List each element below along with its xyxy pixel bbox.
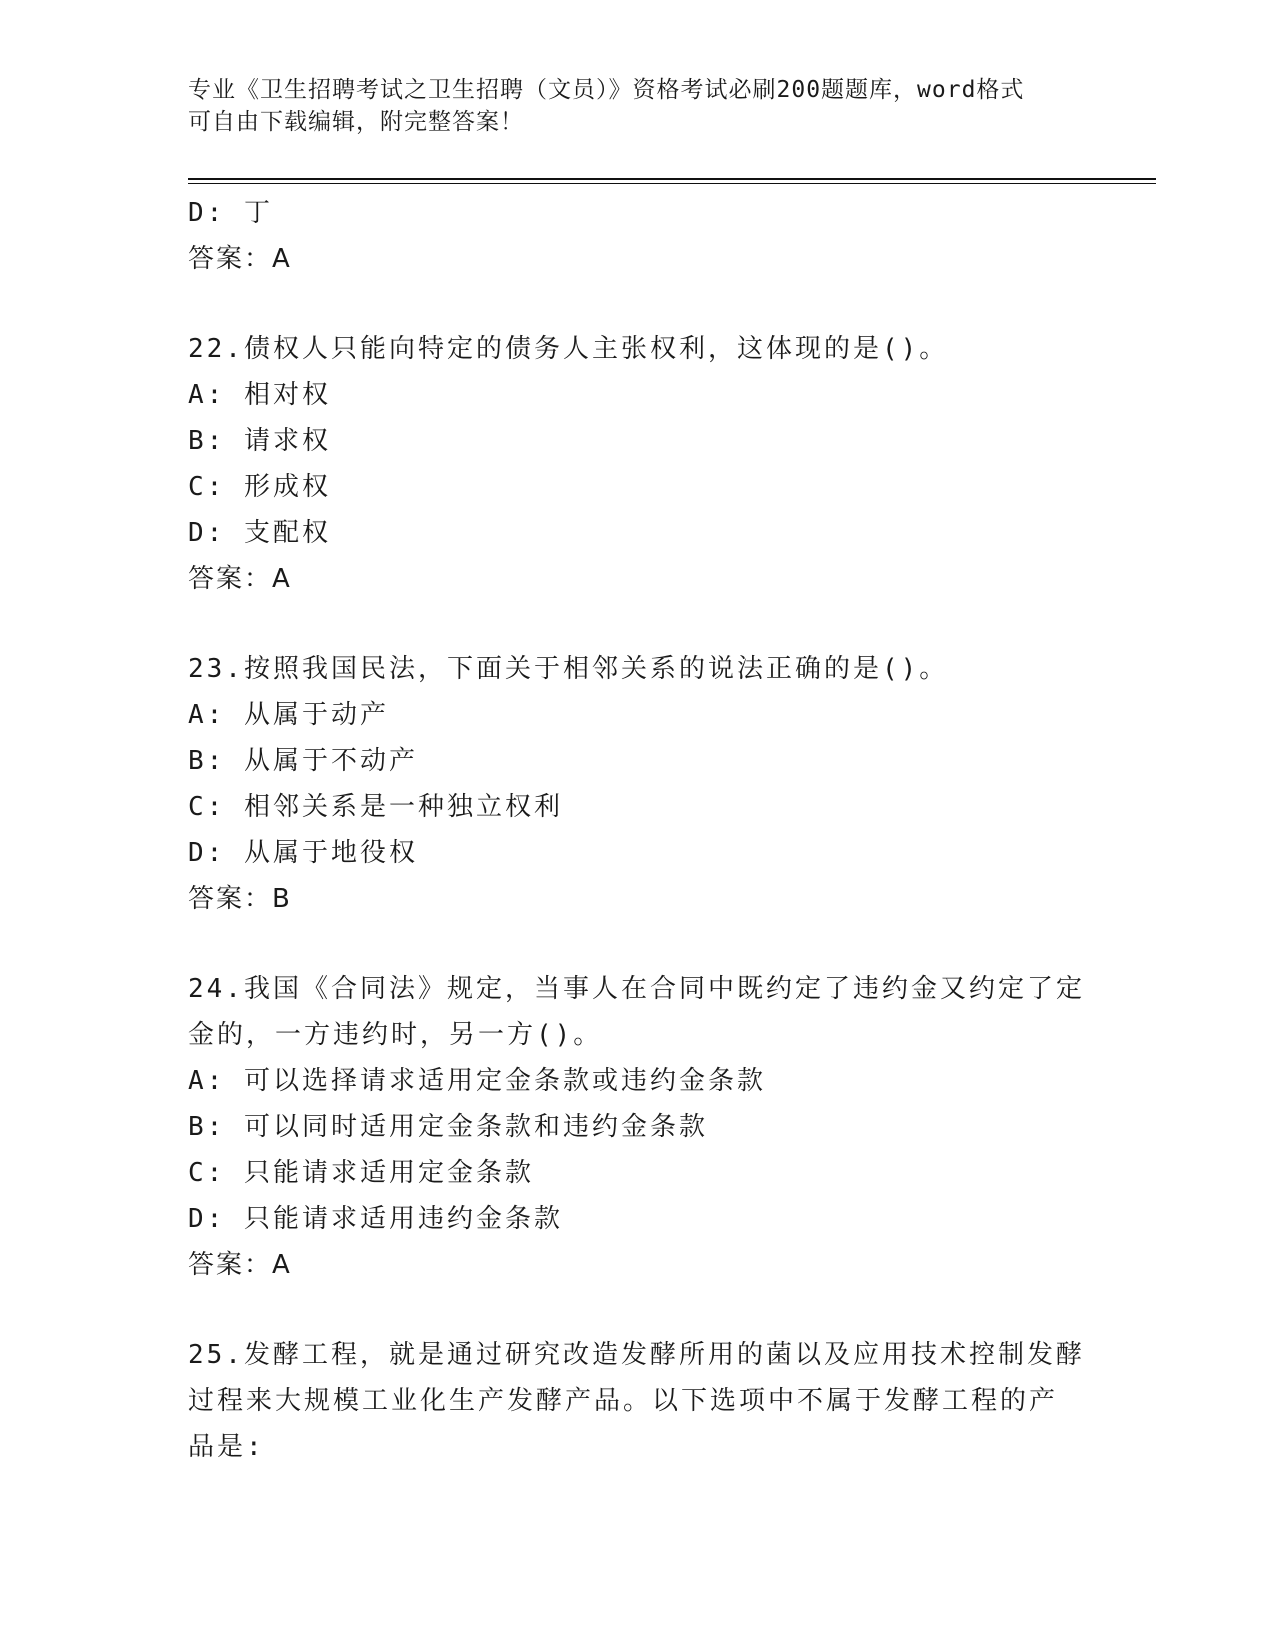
page-header bbox=[188, 74, 1068, 138]
header-divider-thick bbox=[188, 178, 1156, 180]
option-b: B: 可以同时适用定金条款和违约金条款 bbox=[188, 1112, 708, 1142]
option-d: D: 从属于地役权 bbox=[188, 838, 418, 868]
question-stem: 22.债权人只能向特定的债务人主张权利，这体现的是()。 bbox=[188, 334, 949, 364]
option-a: A: 相对权 bbox=[188, 380, 331, 410]
answer-line: 答案：A bbox=[188, 564, 292, 594]
answer-line: 答案：A bbox=[188, 1250, 292, 1280]
option-c: C: 只能请求适用定金条款 bbox=[188, 1158, 534, 1188]
header-title-line1: 专业《卫生招聘考试之卫生招聘（文员）》资格考试必刷200题题库，word格式 bbox=[188, 77, 1025, 103]
question-stem-line3: 品是: bbox=[188, 1432, 265, 1462]
prev-question-tail bbox=[188, 190, 1088, 282]
question-stem-line1: 25.发酵工程，就是通过研究改造发酵所用的菌以及应用技术控制发酵 bbox=[188, 1340, 1085, 1370]
option-a: A: 可以选择请求适用定金条款或违约金条款 bbox=[188, 1066, 766, 1096]
header-title-line2: 可自由下载编辑，附完整答案！ bbox=[188, 109, 524, 135]
question-25 bbox=[188, 1332, 1088, 1470]
option-b: B: 请求权 bbox=[188, 426, 331, 456]
question-stem-line2: 过程来大规模工业化生产发酵产品。以下选项中不属于发酵工程的产 bbox=[188, 1386, 1059, 1416]
answer-line: 答案：B bbox=[188, 884, 292, 914]
question-stem: 23.按照我国民法，下面关于相邻关系的说法正确的是()。 bbox=[188, 654, 949, 684]
option-c: C: 相邻关系是一种独立权利 bbox=[188, 792, 563, 822]
option-b: B: 从属于不动产 bbox=[188, 746, 418, 776]
question-stem-line1: 24.我国《合同法》规定，当事人在合同中既约定了违约金又约定了定 bbox=[188, 974, 1085, 1004]
option-d: D: 丁 bbox=[188, 198, 273, 228]
question-23 bbox=[188, 646, 1088, 922]
option-d: D: 支配权 bbox=[188, 518, 331, 548]
question-content bbox=[188, 190, 1088, 1470]
header-divider-thin bbox=[188, 183, 1156, 184]
option-a: A: 从属于动产 bbox=[188, 700, 389, 730]
option-c: C: 形成权 bbox=[188, 472, 331, 502]
question-stem-line2: 金的，一方违约时，另一方()。 bbox=[188, 1020, 603, 1050]
option-d: D: 只能请求适用违约金条款 bbox=[188, 1204, 563, 1234]
answer-line: 答案：A bbox=[188, 244, 292, 274]
question-24 bbox=[188, 966, 1088, 1288]
question-22 bbox=[188, 326, 1088, 602]
